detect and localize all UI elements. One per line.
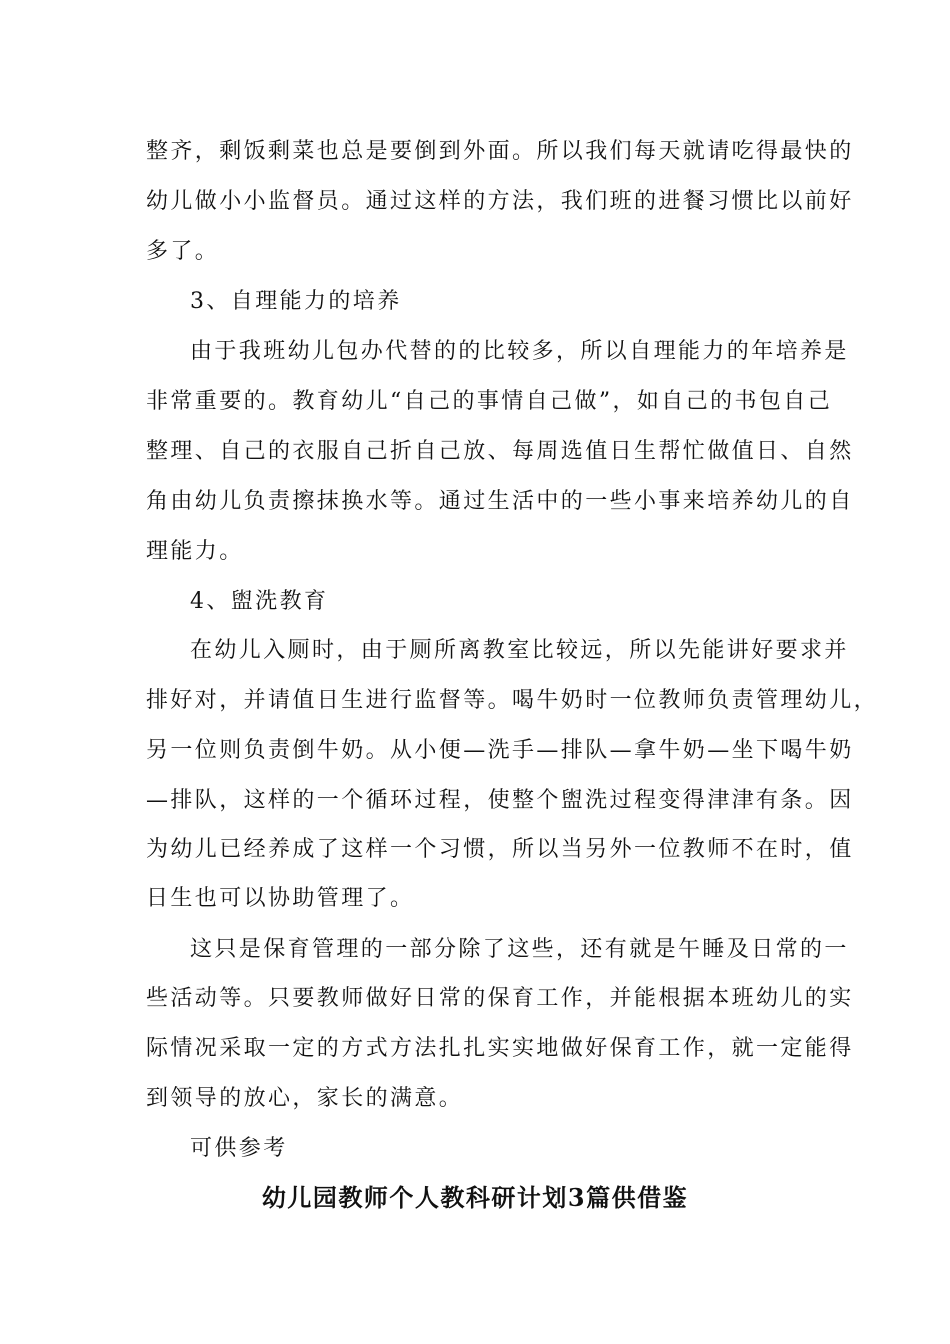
paragraph-washing-line-1: 在幼儿入厕时，由于厕所离教室比较远，所以先能讲好要求并 (190, 638, 849, 663)
paragraph-washing-line-2: 排好对，并请值日生进行监督等。喝牛奶时一位教师负责管理幼儿， (146, 688, 879, 713)
section-heading-washing: 4、盥洗教育 (190, 589, 329, 614)
paragraph-washing-line-5: 为幼儿已经养成了这样一个习惯，所以当另外一位教师不在时，值 (146, 837, 854, 862)
paragraph-summary-line-1: 这只是保育管理的一部分除了这些，还有就是午睡及日常的一 (190, 937, 849, 962)
paragraph-washing-line-6: 日生也可以协助管理了。 (146, 886, 415, 911)
paragraph-summary-line-2: 些活动等。只要教师做好日常的保育工作，并能根据本班幼儿的实 (146, 986, 854, 1011)
paragraph-self-care-line-4: 角由幼儿负责擦抹换水等。通过生活中的一些小事来培养幼儿的自 (146, 489, 854, 514)
paragraph-washing-line-4: —排队，这样的一个循环过程，使整个盥洗过程变得津津有条。因 (146, 788, 854, 813)
paragraph-self-care-line-2: 非常重要的。教育幼儿“自己的事情自己做”，如自己的书包自己 (146, 389, 833, 414)
paragraph-self-care-line-1: 由于我班幼儿包办代替的的比较多，所以自理能力的年培养是 (190, 339, 849, 364)
paragraph-summary-line-4: 到领导的放心，家长的满意。 (146, 1086, 464, 1111)
section-heading-self-care: 3、自理能力的培养 (190, 289, 402, 314)
paragraph-self-care-line-3: 整理、自己的衣服自己折自己放、每周选值日生帮忙做值日、自然 (146, 439, 854, 464)
paragraph-1-line-1: 整齐，剩饭剩菜也总是要倒到外面。所以我们每天就请吃得最快的 (146, 139, 854, 164)
paragraph-1-line-3: 多了。 (146, 239, 220, 264)
reference-note: 可供参考 (190, 1136, 288, 1161)
paragraph-summary-line-3: 际情况采取一定的方式方法扎扎实实地做好保育工作，就一定能得 (146, 1036, 854, 1061)
paragraph-self-care-line-5: 理能力。 (146, 539, 244, 564)
paragraph-1-line-2: 幼儿做小小监督员。通过这样的方法，我们班的进餐习惯比以前好 (146, 189, 854, 214)
paragraph-washing-line-3: 另一位则负责倒牛奶。从小便—洗手—排队—拿牛奶—坐下喝牛奶 (146, 738, 854, 763)
document-title: 幼儿园教师个人教科研计划3篇供借鉴 (261, 1183, 689, 1212)
